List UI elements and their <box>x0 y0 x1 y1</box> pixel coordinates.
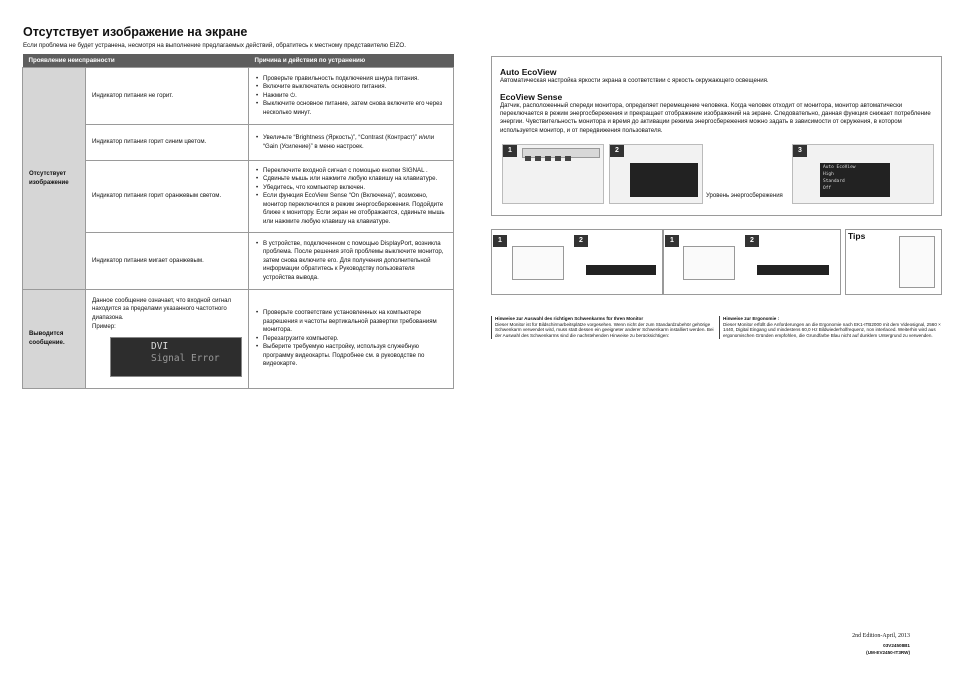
step-number: 2 <box>745 235 759 247</box>
osd-input: DVI <box>151 341 169 353</box>
menu-item: Auto EcoView <box>823 165 856 170</box>
example-label: Пример: <box>92 322 116 330</box>
category-no-image: Отсутствует изображение <box>23 68 86 290</box>
left-page <box>0 0 477 675</box>
step-number: 1 <box>493 235 507 247</box>
step-number: 1 <box>665 235 679 247</box>
action-item: • Проверьте правильность подключения шнура питания. <box>263 75 447 84</box>
step-number: 1 <box>503 145 517 157</box>
auto-ecoview-menu <box>820 163 890 197</box>
action-item: • Сдвиньте мышь или нажмите любую клавишу на клавиатуре. <box>263 175 447 184</box>
tips-label: Tips <box>848 231 866 241</box>
energy-level-label: Уровень энергосбережения <box>706 193 783 199</box>
symptom-cell: Индикатор питания горит синим цветом. <box>86 125 249 161</box>
page-title: Отсутствует изображение на экране <box>23 25 248 39</box>
action-cell <box>249 233 454 290</box>
signal-error-osd <box>110 337 242 377</box>
rotated-monitor <box>899 236 935 288</box>
action-cell <box>249 290 454 389</box>
menu-item: High <box>823 172 834 177</box>
auto-ecoview-text: Автоматическая настройка яркости экрана в соответствии с яркость окружающего освещения. <box>500 77 769 84</box>
symptom-cell: Индикатор питания не горит. <box>86 68 249 125</box>
symptom-cell: Индикатор питания горит оранжевым светом. <box>86 161 249 233</box>
german-notes-2 <box>719 316 943 339</box>
menu-item: Off <box>823 186 832 191</box>
action-item: • Убедитесь, что компьютер включен. <box>263 184 447 193</box>
monitor-illustration <box>683 246 735 280</box>
action-item: • Переключите входной сигнал с помощью кнопки SIGNAL . <box>263 167 447 176</box>
action-item: • Перезагрузите компьютер. <box>263 335 447 344</box>
step-number: 3 <box>793 145 807 157</box>
symptom-cell <box>86 290 249 389</box>
auto-ecoview-title: Auto EcoView <box>500 67 557 77</box>
action-item: • Увеличьте “Brightness (Яркость)”, “Contrast (Контраст)” и/или “Gain (Усиление)” в меню настроек. <box>263 134 447 151</box>
category-message: Выводится сообщение. <box>23 290 86 389</box>
step-number: 2 <box>610 145 624 157</box>
doc-code: 03V24508B1 <box>883 643 910 648</box>
brightness-bar <box>586 265 656 275</box>
ecoview-sense-text: Датчик, расположенный спереди монитора, определяет перемещение человека. Когда человек отходит от монитора, монитор автоматически переключается в режим энергосбережения и прекращает отображение изображений на экране. Следовательно, данная функция снижает потребление энергии. Чувствительность монитора и время до активации режима энергосбережения можно задать в зависимости от окружения, в котором используется монитор, и от передвижения пользователя. <box>500 102 931 134</box>
de-text: Dieser Monitor erfüllt die Anforderungen an die Ergonomie nach EK1-ITB2000 mit dem Videosignal, 2560 × 1440, Digital Eingang und mindestens 60,0 Hz Bildwiederholfrequenz, non interlaced. Weiterhin wird aus ergonomischen Gründen empfohlen, die Grundfarbe Blau nicht auf dunklem Untergrund zu verwenden. <box>723 321 941 339</box>
monitor-illustration <box>512 246 564 280</box>
de-title: Hinweise zur Auswahl des richtigen Schwenkarms für Ihren Monitor <box>495 316 644 321</box>
monitor-keys <box>522 148 600 158</box>
osd-menu-screen <box>630 163 698 197</box>
doc-model: (UM-EV2450-IT3RW) <box>866 650 910 655</box>
step-number: 2 <box>574 235 588 247</box>
symptom-cell: Индикатор питания мигает оранжевым. <box>86 233 249 290</box>
osd-message: Signal Error <box>151 353 220 365</box>
action-cell <box>249 68 454 125</box>
action-cell <box>249 125 454 161</box>
menu-item: Standard <box>823 179 845 184</box>
header-symptom: Проявление неисправности <box>23 54 249 68</box>
volume-bar <box>757 265 829 275</box>
action-item: • Если функция EcoView Sense “On (Включена)”, возможно, монитор переключился в режим энергосбережения. Подойдите ближе к монитору. Если экран не отображается, сдвиньте мышь или нажмите любую клавишу на клавиатуре. <box>263 192 447 226</box>
symptom-text: Данное сообщение означает, что входной сигнал находится за пределами указанного частотного диапазона. <box>92 296 232 321</box>
action-item: • Проверьте соответствие установленных на компьютере разрешения и частоты вертикальной развертки требованиям монитора. <box>263 309 447 335</box>
page-subtitle: Если проблема не будет устранена, несмотря на выполнение предлагаемых действий, обратитесь к местному представителю EIZO. <box>23 42 406 49</box>
edition-label: 2nd Edition-April, 2013 <box>852 633 910 639</box>
action-cell <box>249 161 454 233</box>
action-item: • Включите выключатель основного питания. <box>263 83 447 92</box>
action-item: • Выберите требуемую настройку, используя служебную программу видеокарты. Подробнее см. в руководстве по видеокарте. <box>263 343 447 369</box>
action-item: • В устройстве, подключенном с помощью DisplayPort, возникла проблема. После решения этой проблемы выключите монитор, затем снова включите его. Для получения дополнительной информации обратитесь к Руководству пользователя устройства вывода. <box>263 240 447 283</box>
german-notes-1 <box>491 316 715 339</box>
action-item: • Нажмите ⏻. <box>263 92 447 101</box>
de-text: Dieser Monitor ist für Bildschirmarbeitsplätze vorgesehen. Wenn nicht der zum Standardzubehör gehörige Schwenkarm verwendet wird, muss statt dessen ein geeigneter anderer Schwenkarm installiert werden. Bei der Auswahl des Schwenkarms sind die nachstehenden Hinweise zu berücksichtigen: <box>495 321 714 339</box>
ecoview-sense-title: EcoView Sense <box>500 92 563 102</box>
de-title: Hinweise zur Ergonomie : <box>723 316 780 321</box>
troubleshooting-table <box>22 54 454 389</box>
header-action: Причина и действия по устранению <box>249 54 454 68</box>
action-item: • Выключите основное питание, затем снова включите его через несколько минут. <box>263 100 447 117</box>
